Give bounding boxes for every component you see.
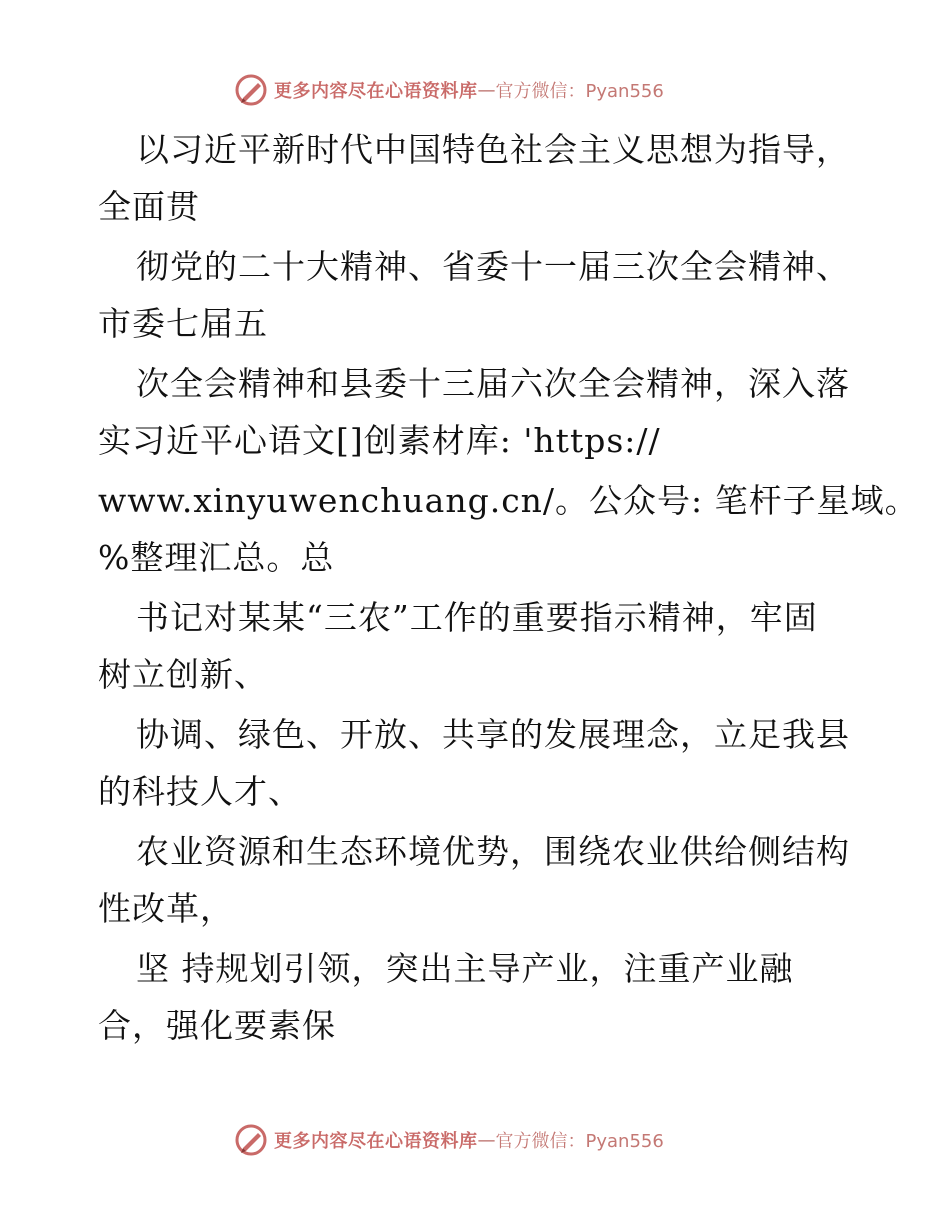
body-line: 次全会精神和县委十三届六次全会精神，深入落 <box>136 364 850 403</box>
body-line: 农业资源和生态环境优势，围绕农业供给侧结构 <box>136 832 850 871</box>
body-line: www.xinyuwenchuang.cn/。公众号: 笔杆子星域。 <box>98 481 919 520</box>
watermark-brand: 更多内容尽在心语资料库 <box>274 1131 478 1152</box>
body-line: 树立创新、 <box>98 655 268 694</box>
body-line: 以习近平新时代中国特色社会主义思想为指导， <box>136 130 850 169</box>
watermark-brand: 更多内容尽在心语资料库 <box>274 81 478 102</box>
body-line: 性改革， <box>98 889 234 928</box>
body-line: 全面贯 <box>98 187 200 226</box>
body-line: 市委七届五 <box>98 304 268 343</box>
body-line: 实习近平心语文[]创素材库: 'https:// <box>98 421 661 460</box>
body-line: 合，强化要素保 <box>98 1006 336 1045</box>
pen-logo-icon <box>234 73 268 107</box>
footer-watermark <box>234 1120 664 1160</box>
body-line: 彻党的二十大精神、省委十一届三次全会精神、 <box>136 247 850 286</box>
header-watermark <box>234 70 664 110</box>
pen-logo-icon <box>234 1123 268 1157</box>
body-line: 的科技人才、 <box>98 772 302 811</box>
body-line: 书记对某某“三农”工作的重要指示精神，牢固 <box>136 598 818 637</box>
watermark-contact: 官方微信：Pyan556 <box>495 81 664 102</box>
body-line: %整理汇总。总 <box>98 538 335 577</box>
watermark-dash: — <box>477 1129 496 1151</box>
body-line: 协调、绿色、开放、共享的发展理念，立足我县 <box>136 715 850 754</box>
watermark-dash: — <box>477 79 496 101</box>
body-line: 坚 持规划引领，突出主导产业，注重产业融 <box>136 949 794 988</box>
watermark-contact: 官方微信：Pyan556 <box>495 1131 664 1152</box>
